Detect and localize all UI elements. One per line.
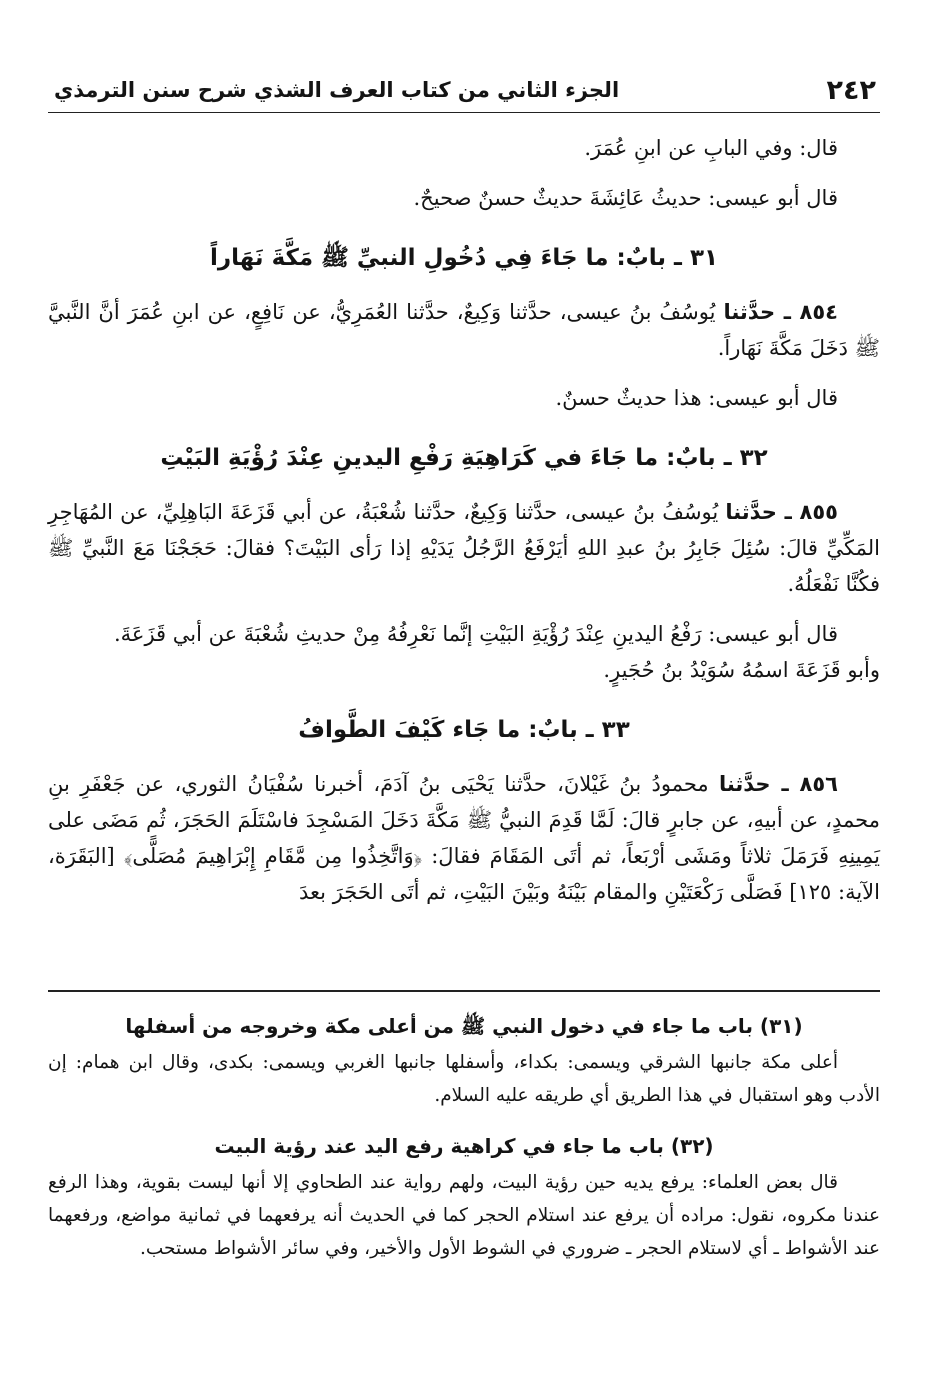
note-text-32: قال بعض العلماء: يرفع يديه حين رؤية البيت، ولهم رواية عند الطحاوي إلا أنها ليست بقوية، وهذا الرفع عندنا مكروه، نقول: مراده أن يرفع عند استلام الحجر كما في الحديث أنه يرفعهما في ثمانية مواضع، ورفعهما عند الأشواط ـ أي لاستلام الحجر ـ ضروري في الشوط الأول والأخير، وفي سائر الأشواط مستحب. — [48, 1172, 880, 1259]
text-line: قال أبو عيسى: حديثُ عَائِشَةَ حديثٌ حسنٌ صحيحٌ. — [413, 186, 838, 210]
hadith-text: يُوسُفُ بنُ عيسى، حدَّثنا وَكِيعٌ، حدَّثنا شُعْبَةُ، عن أبي قَزَعَةَ البَاهِلِيِّ، عن المُهَاجِرِ المَكِّيِّ قالَ: سُئِلَ جَابِرُ بنُ عبدِ اللهِ أيَرْفَعُ الرَّجُلُ يَدَيْهِ إذا رَأى البَيْتَ؟ فقالَ: حَجَجْنَا مَعَ النَّبيِّ ﷺ فكُنَّا نَفْعَلُهُ. — [48, 500, 880, 596]
hadith-number: ٨٥٤ ـ حدَّثنا — [723, 300, 838, 324]
footnote-divider — [48, 990, 880, 992]
chapter-heading-33: ٣٣ ـ بابٌ: ما جَاء كَيْفَ الطَّوافُ — [298, 717, 630, 743]
note-heading-31: (٣١) باب ما جاء في دخول النبي ﷺ من أعلى مكة وخروجه من أسفلها — [125, 1014, 803, 1038]
text-line: قال: وفي البابِ عن ابنِ عُمَرَ. — [584, 136, 838, 160]
page-number: ٢٤٢ — [826, 74, 876, 106]
chapter-heading-32: ٣٢ ـ بابٌ: ما جَاءَ في كَرَاهِيَةِ رَفْعِ اليدينِ عِنْدَ رُؤْيَةِ البَيْتِ — [160, 445, 768, 471]
book-page — [48, 0, 880, 1381]
running-title: الجزء الثاني من كتاب العرف الشذي شرح سنن الترمذي — [54, 78, 620, 102]
hadith-854 — [48, 294, 880, 366]
page-header — [48, 68, 880, 113]
hadith-number: ٨٥٦ ـ حدَّثنا — [718, 772, 838, 796]
chapter-heading-31: ٣١ ـ بابٌ: ما جَاءَ فِي دُخُولِ النبيِّ ﷺ مَكَّةَ نَهَاراً — [209, 245, 719, 271]
note-heading-32: (٣٢) باب ما جاء في كراهية رفع اليد عند رؤية البيت — [214, 1134, 714, 1158]
hadith-855 — [48, 494, 880, 602]
hadith-number: ٨٥٥ ـ حدَّثنا — [725, 500, 838, 524]
hadith-comment: قال أبو عيسى: هذا حديثٌ حسنٌ. — [555, 386, 838, 410]
hadith-text: يُوسُفُ بنُ عيسى، حدَّثنا وَكِيعٌ، حدَّثنا العُمَرِيُّ، عن نَافِعٍ، عن ابنِ عُمَرَ أنَّ النَّبيَّ ﷺ دَخَلَ مَكَّةَ نَهَاراً. — [48, 300, 880, 360]
commentary-notes — [48, 1006, 880, 1265]
hadith-text: محمودُ بنُ غَيْلانَ، حدَّثنا يَحْيَى بنُ آدَمَ، أخبرنا سُفْيَانُ الثوري، عن جَعْفَرِ بنِ محمدٍ، عن أبيهِ، عن جابرٍ قالَ: لَمَّا قَدِمَ النبيُّ ﷺ مَكَّةَ دَخَلَ المَسْجِدَ فاسْتَلَمَ الحَجَرَ، ثُم مَضَى على يَمِينِهِ فَرَمَلَ ثلاثاً ومَشَى أرْبَعاً، ثم أتَى المَقَامَ فقالَ: ﴿وَاتَّخِذُوا مِن مَّقَامِ إِبْرَاهِيمَ مُصَلًّى﴾ [البَقَرَة، الآية: ١٢٥] فَصَلَّى رَكْعَتَيْنِ والمقام بَيْنَهُ وبَيْنَ البَيْتِ، ثم أتَى الحَجَرَ بعدَ — [48, 772, 880, 904]
hadith-856 — [48, 766, 880, 910]
main-text — [48, 130, 880, 910]
note-text-31: أعلى مكة جانبها الشرقي ويسمى: بكداء، وأسفلها جانبها الغربي ويسمى: بكدى، وقال ابن همام: إن الأدب وهو استقبال في هذا الطريق أي طريقه عليه السلام. — [48, 1052, 880, 1106]
hadith-comment: وأبو قَزَعَةَ اسمُهُ سُوَيْدُ بنُ حُجَيرٍ. — [603, 658, 880, 682]
hadith-comment: قال أبو عيسى: رَفْعُ اليدينِ عِنْدَ رُؤْيَةِ البَيْتِ إنَّما نَعْرِفُهُ مِنْ حديثِ شُعْبَةَ عن أبي قَزَعَةَ. — [113, 622, 838, 646]
